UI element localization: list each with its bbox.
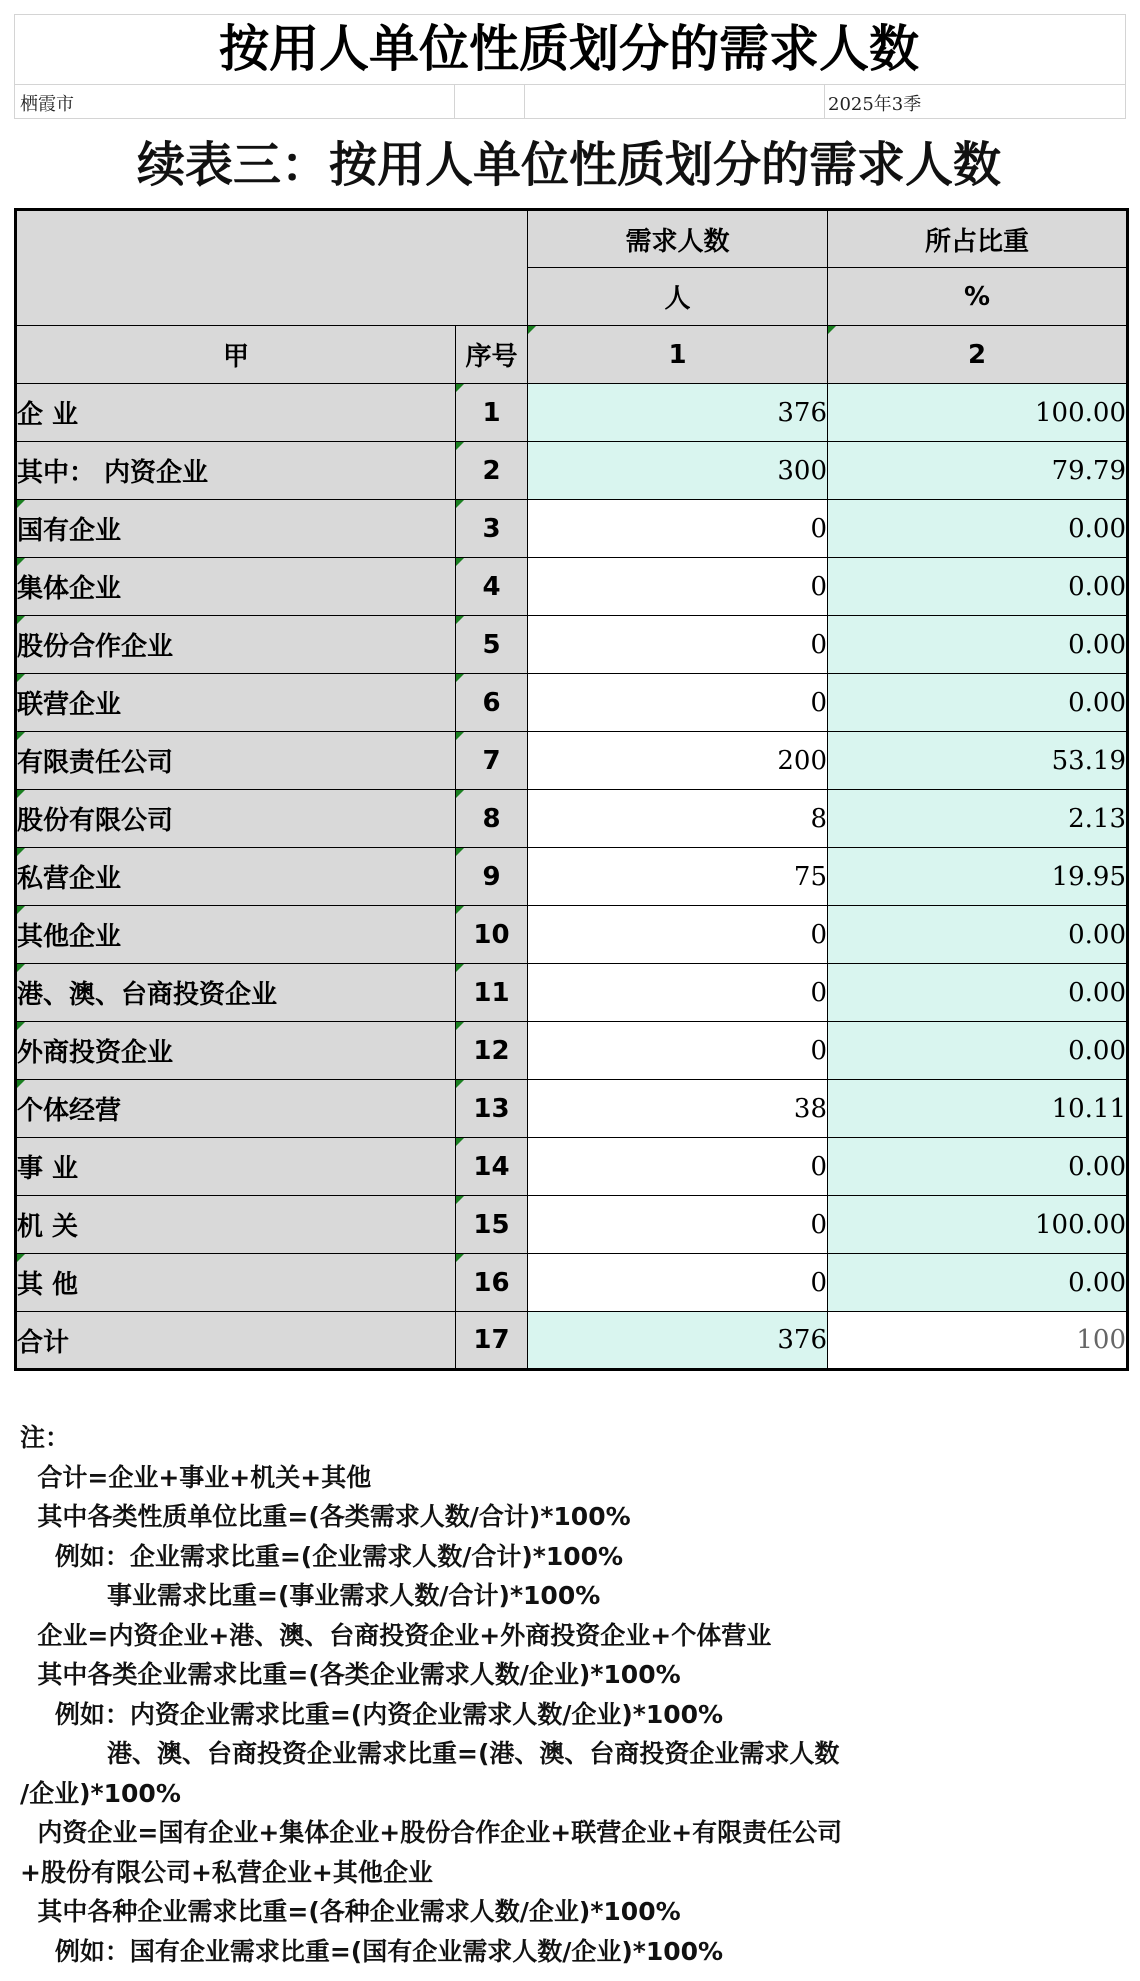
- table-row: [16, 558, 1128, 616]
- region-label: 栖霞市: [20, 94, 74, 115]
- table-row: [16, 674, 1128, 732]
- note-line: 企业=内资企业+港、澳、台商投资企业+外商投资企业+个体营业: [20, 1620, 772, 1650]
- row-ratio: 100.00: [828, 384, 1128, 442]
- row-seq: 7: [456, 732, 528, 790]
- note-line: 合计=企业+事业+机关+其他: [20, 1462, 372, 1492]
- row-demand: 0: [528, 1254, 828, 1312]
- row-name: 机 关: [16, 1196, 456, 1254]
- row-ratio: 10.11: [828, 1080, 1128, 1138]
- row-seq: 12: [456, 1022, 528, 1080]
- row-ratio: 2.13: [828, 790, 1128, 848]
- row-seq: 2: [456, 442, 528, 500]
- grid-line: [824, 84, 825, 118]
- row-name: 企 业: [16, 384, 456, 442]
- row-seq: 16: [456, 1254, 528, 1312]
- grid-line: [14, 118, 1126, 119]
- header-ratio: 所占比重: [828, 210, 1128, 268]
- row-demand: 0: [528, 616, 828, 674]
- note-line: 其中各类企业需求比重=(各类企业需求人数/企业)*100%: [20, 1660, 681, 1689]
- note-line: 内资企业=国有企业+集体企业+股份合作企业+联营企业+有限责任公司: [20, 1818, 843, 1847]
- table-row: [16, 1080, 1128, 1138]
- row-ratio: 100.00: [828, 1196, 1128, 1254]
- row-name: 国有企业: [16, 500, 456, 558]
- label-jia: 甲: [16, 326, 456, 384]
- table-row: [16, 906, 1128, 964]
- row-demand: 0: [528, 906, 828, 964]
- row-name: 集体企业: [16, 558, 456, 616]
- row-seq: 6: [456, 674, 528, 732]
- unit-ratio: %: [828, 268, 1128, 326]
- row-demand: 38: [528, 1080, 828, 1138]
- row-ratio: 19.95: [828, 848, 1128, 906]
- table-row: [16, 1138, 1128, 1196]
- row-demand: 0: [528, 1022, 828, 1080]
- row-seq: 17: [456, 1312, 528, 1370]
- row-ratio: 79.79: [828, 442, 1128, 500]
- row-name: 其 他: [16, 1254, 456, 1312]
- row-ratio: 0.00: [828, 558, 1128, 616]
- row-seq: 14: [456, 1138, 528, 1196]
- note-line: 例如：企业需求比重=(企业需求人数/合计)*100%: [20, 1541, 624, 1571]
- table-row: [16, 732, 1128, 790]
- note-line: +股份有限公司+私营企业+其他企业: [20, 1857, 433, 1887]
- note-line: 注：: [20, 1423, 71, 1452]
- row-demand: 200: [528, 732, 828, 790]
- row-seq: 11: [456, 964, 528, 1022]
- row-name: 联营企业: [16, 674, 456, 732]
- table-row: [16, 442, 1128, 500]
- header-row: [16, 210, 1128, 268]
- unit-demand: 人: [528, 268, 828, 326]
- demand-table: [14, 208, 1129, 1371]
- row-demand: 8: [528, 790, 828, 848]
- table-subtitle: 续表三：按用人单位性质划分的需求人数: [136, 137, 1001, 193]
- row-name: 港、澳、台商投资企业: [16, 964, 456, 1022]
- row-ratio: 0.00: [828, 616, 1128, 674]
- row-ratio: 0.00: [828, 906, 1128, 964]
- note-line: 其中各类性质单位比重=(各类需求人数/合计)*100%: [20, 1502, 631, 1531]
- row-name: 外商投资企业: [16, 1022, 456, 1080]
- row-demand: 0: [528, 558, 828, 616]
- code-demand: 1: [528, 326, 828, 384]
- row-ratio: 0.00: [828, 964, 1128, 1022]
- note-line: 例如：内资企业需求比重=(内资企业需求人数/企业)*100%: [20, 1699, 724, 1729]
- table-row: [16, 790, 1128, 848]
- notes: [20, 1418, 1120, 1971]
- total-row: [16, 1312, 1128, 1370]
- row-demand: 0: [528, 500, 828, 558]
- row-demand: 0: [528, 1138, 828, 1196]
- page-title: 按用人单位性质划分的需求人数: [219, 19, 919, 78]
- note-line: /企业)*100%: [20, 1778, 181, 1808]
- row-ratio: 100: [828, 1312, 1128, 1370]
- row-ratio: 53.19: [828, 732, 1128, 790]
- row-seq: 15: [456, 1196, 528, 1254]
- row-seq: 3: [456, 500, 528, 558]
- row-name: 股份有限公司: [16, 790, 456, 848]
- note-line: 例如：国有企业需求比重=(国有企业需求人数/企业)*100%: [20, 1936, 724, 1966]
- note-line: 其中各种企业需求比重=(各种企业需求人数/企业)*100%: [20, 1897, 681, 1926]
- row-demand: 75: [528, 848, 828, 906]
- row-seq: 5: [456, 616, 528, 674]
- table-row: [16, 964, 1128, 1022]
- grid-line: [14, 84, 1126, 85]
- table-row: [16, 848, 1128, 906]
- row-demand: 300: [528, 442, 828, 500]
- row-seq: 8: [456, 790, 528, 848]
- row-name: 合计: [16, 1312, 456, 1370]
- row-seq: 1: [456, 384, 528, 442]
- grid-line: [454, 84, 455, 118]
- row-demand: 0: [528, 674, 828, 732]
- row-demand: 376: [528, 384, 828, 442]
- table-row: [16, 500, 1128, 558]
- header-demand: 需求人数: [528, 210, 828, 268]
- row-seq: 13: [456, 1080, 528, 1138]
- row-name: 私营企业: [16, 848, 456, 906]
- table-row: [16, 384, 1128, 442]
- row-name: 个体经营: [16, 1080, 456, 1138]
- header-blank-cell: [16, 210, 528, 326]
- label-seq: 序号: [456, 326, 528, 384]
- table-row: [16, 1022, 1128, 1080]
- row-name: 事 业: [16, 1138, 456, 1196]
- grid-line: [524, 84, 525, 118]
- table-row: [16, 616, 1128, 674]
- row-name: 其他企业: [16, 906, 456, 964]
- row-ratio: 0.00: [828, 1022, 1128, 1080]
- row-ratio: 0.00: [828, 1254, 1128, 1312]
- table-row: [16, 1254, 1128, 1312]
- row-name: 股份合作企业: [16, 616, 456, 674]
- note-line: 港、澳、台商投资企业需求比重=(港、澳、台商投资企业需求人数: [20, 1739, 840, 1768]
- row-ratio: 0.00: [828, 1138, 1128, 1196]
- row-seq: 9: [456, 848, 528, 906]
- row-demand: 0: [528, 1196, 828, 1254]
- code-ratio: 2: [828, 326, 1128, 384]
- row-demand: 376: [528, 1312, 828, 1370]
- row-seq: 4: [456, 558, 528, 616]
- period-label: 2025年3季: [828, 94, 922, 115]
- row-seq: 10: [456, 906, 528, 964]
- row-demand: 0: [528, 964, 828, 1022]
- row-name: 有限责任公司: [16, 732, 456, 790]
- table-row: [16, 1196, 1128, 1254]
- grid-line: [1125, 14, 1126, 118]
- row-ratio: 0.00: [828, 674, 1128, 732]
- row-ratio: 0.00: [828, 500, 1128, 558]
- note-line: 事业需求比重=(事业需求人数/合计)*100%: [20, 1581, 601, 1610]
- row-name: 其中： 内资企业: [16, 442, 456, 500]
- code-row: [16, 326, 1128, 384]
